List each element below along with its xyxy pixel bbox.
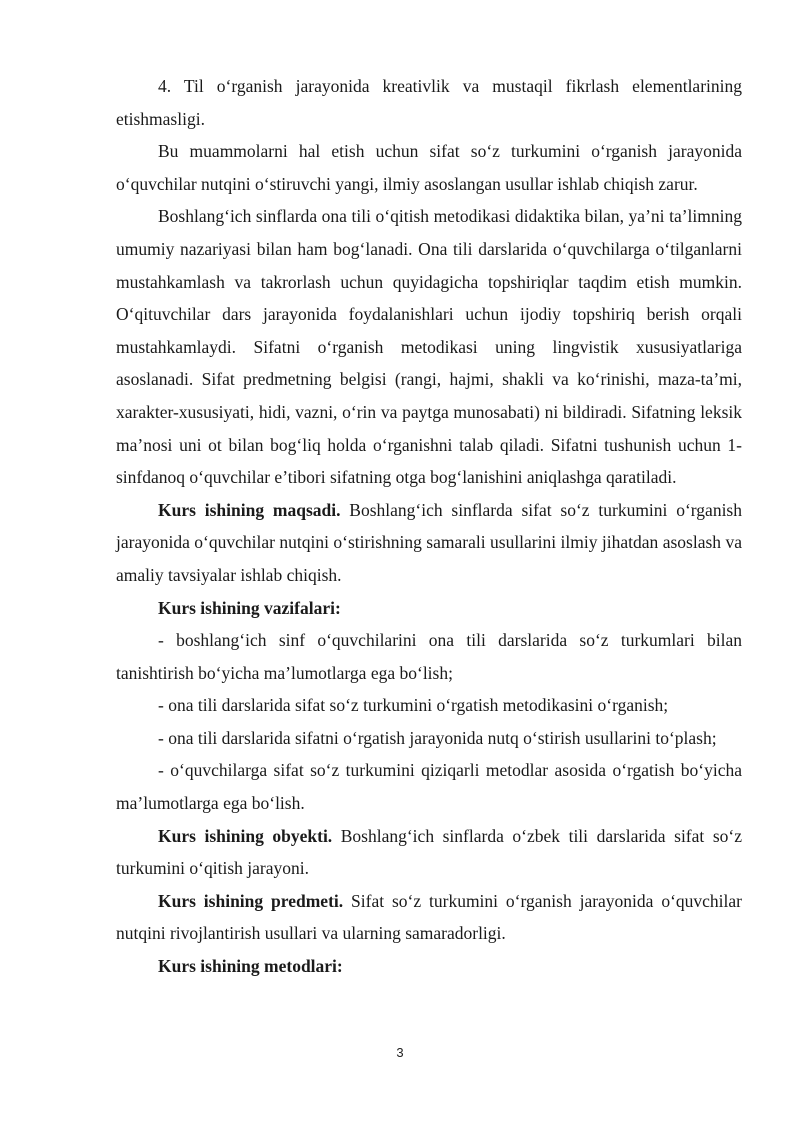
page-number: 3	[396, 1045, 404, 1060]
paragraph-metodlari-heading	[116, 950, 742, 983]
task-item-2	[116, 689, 742, 722]
paragraph-heading: Kurs ishining vazifalari:	[158, 597, 341, 618]
paragraph-item-2	[116, 135, 742, 200]
paragraph-vazifalari-heading	[116, 592, 742, 625]
paragraph-text: Sifat so‘z turkumini o‘rganish jarayonida o‘quvchilar nutqini rivojlantirish usullari va ularning samaradorligi.	[116, 890, 742, 944]
task-item-1	[116, 624, 742, 689]
paragraph-text: - ona tili darslarida sifatni o‘rgatish jarayonida nutq o‘stirish usullarini to‘plash;	[158, 727, 717, 748]
paragraph-text: Bu muammolarni hal etish uchun sifat so‘z turkumini o‘rganish jarayonida o‘quvchilar nutqini o‘stiruvchi yangi, ilmiy asoslangan usullar ishlab chiqish zarur.	[116, 141, 742, 194]
paragraph-text: 4. Til o‘rganish jarayonida kreativlik va mustaqil fikrlash elementlarining etishmasligi.	[116, 76, 742, 129]
paragraph-text: Boshlang‘ich sinflarda ona tili o‘qitish metodikasi didaktika bilan, ya’ni ta’limning umumiy nazariyasi bilan ham bog‘lanadi. Ona tili darslarida o‘quvchilarga o‘tilganlarni mustahkamlash va takrorlash uchun quyidagicha topshiriqlar taqdim etish mumkin. O‘qituvchilar dars jarayonida foydalanishlari uchun ijodiy topshiriq berish orqali mustahkamlaydi. Sifatni o‘rganish metodikasi uning lingvistik xususiyatlariga asoslanadi. Sifat predmetning belgisi (rangi, hajmi, shakli va ko‘rinishi, maza-ta’mi, xarakter-xususiyati, hidi, vazni, o‘rin va paytga munosabati) ni bildiradi. Sifatning leksik ma’nosi uni ot bilan bog‘liq holda o‘rganishni talab qiladi. Sifatni tushunish uchun 1-sinfdanoq o‘quvchilar e’tibori sifatning otga bog‘lanishini aniqlashga qaratiladi.	[116, 206, 742, 488]
paragraph-heading: Kurs ishining metodlari:	[158, 956, 343, 977]
document-body	[116, 70, 742, 983]
paragraph-item-3	[116, 200, 742, 493]
paragraph-heading: Kurs ishining predmeti.	[158, 890, 344, 911]
task-item-3	[116, 722, 742, 755]
paragraph-obyekti	[116, 820, 742, 885]
paragraph-text: - o‘quvchilarga sifat so‘z turkumini qiziqarli metodlar asosida o‘rgatish bo‘yicha ma’lumotlarga ega bo‘lish.	[116, 760, 742, 814]
paragraph-text: - boshlang‘ich sinf o‘quvchilarini ona tili darslarida so‘z turkumlari bilan tanishtirish bo‘yicha ma’lumotlarga ega bo‘lish;	[116, 630, 742, 683]
paragraph-heading: Kurs ishining obyekti.	[158, 825, 333, 846]
paragraph-text: Boshlang‘ich sinflarda sifat so‘z turkumini o‘rganish jarayonida o‘quvchilar nutqini o‘stirishning samarali usullarini ilmiy jihatdan asoslash va amaliy tavsiyalar ishlab chiqish.	[116, 499, 742, 585]
task-item-4	[116, 754, 742, 819]
paragraph-text: Boshlang‘ich sinflarda o‘zbek tili darslarida sifat so‘z turkumini o‘qitish jarayoni.	[116, 825, 742, 879]
paragraph-heading: Kurs ishining maqsadi.	[158, 499, 341, 520]
paragraph-predmeti	[116, 885, 742, 950]
paragraph-maqsadi	[116, 494, 742, 592]
paragraph-item-1	[116, 70, 742, 135]
paragraph-text: - ona tili darslarida sifat so‘z turkumini o‘rgatish metodikasini o‘rganish;	[158, 695, 669, 716]
